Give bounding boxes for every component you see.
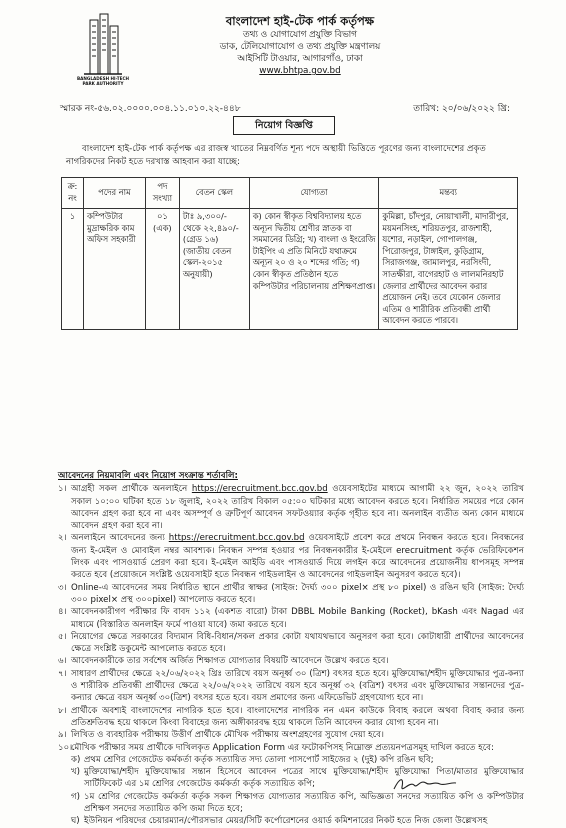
bhtpa-logo [80,12,124,84]
website-link[interactable]: www.bhtpa.gov.bd [259,66,341,76]
intro-paragraph: বাংলাদেশ হাই-টেক পার্ক কর্তৃপক্ষ এর রাজস্ব খাতের নিম্নবর্ণিত শূন্য পদে অস্থায়ী ভিত্তিতে পূরণের জন্য বাংলাদেশের প্রকৃত নাগরিকদের নিকট হতে দরখাস্ত আহবান করা যাচ্ছে: [66,144,486,167]
logo-caption: BANGLADESH HI-TECH PARK AUTHORITY [76,76,130,86]
table-row [62,209,518,330]
col-post-name: পদের নাম [83,178,145,209]
letterhead [170,14,430,77]
col-pay-scale: বেতন স্কেল [179,178,249,209]
list-item: ৯। লিখিত ও ব্যবহারিক পরীক্ষায় উত্তীর্ণ প্রার্থীকে মৌখিক পরীক্ষায় অংশগ্রহণের সুযোগ দেয়া হবে। [58,730,384,741]
page-title: নিয়োগ বিজ্ঞপ্তি [233,116,335,135]
logo-tower-icon [80,12,124,78]
list-item: ৪। আবেদনকারীগণ পরীক্ষার ফি বাবদ ১১২ (একশত বারো) টাকা DBBL Mobile Banking (Rocket), bKash এবং Nagad এর মাধ্যমে (বিস্তারিত অনলাইন ফর্মে পাওয়া যাবে) জমা করতে হবে। [58,607,524,630]
col-remarks: মন্তব্য [379,178,518,209]
list-item: ১০। মৌখিক পরীক্ষার সময় প্রার্থীকে দাখিলকৃত Application Form এর ফটোকপিসহ নিম্নোক্ত প্রত্যয়নপত্রসমূহ দাখিল করতে হবে: [58,742,494,753]
cell-qualification: ক) কোন স্বীকৃত বিশ্ববিদ্যালয় হতে অন্যূন দ্বিতীয় শ্রেণীর স্নাতক বা সমমানের ডিগ্রি; খ) বাংলা ও ইংরেজি টাইপিং এ প্রতি মিনিটে যথাক্রমে অন্যূন ২০ ও ২০ শব্দের গতি; গ) কোন স্বীকৃত প্রতিষ্ঠান হতে কম্পিউটার পরিচালনায় প্রশিক্ষণপ্রাপ্ত। [249,209,379,330]
organization-name: বাংলাদেশ হাই-টেক পার্ক কর্তৃপক্ষ [225,14,375,28]
table-header-row [62,178,518,209]
sub-list-item: ক) প্রথম শ্রেণির গেজেটেড কর্মকর্তা কর্তৃক সত্যায়িত সদ্য তোলা পাসপোর্ট সাইজের ২ (দুই) কপি রঙিন ছবি; [71,754,434,765]
list-item: ৫। নিয়োগের ক্ষেত্রে সরকারের বিদ্যমান বিধি-বিধান/সকল প্রকার কোটা যথাযথভাবে অনুসরণ করা হবে। কোটাধারী প্রার্থীদের আবেদনের ক্ষেত্রে সংশ্লিষ্ট ডকুমেন্ট আপলোড করতে হবে। [58,631,524,655]
erecruitment-link[interactable]: https://erecruitment.bcc.gov.bd [191,484,328,495]
col-serial: ক্র: নং [62,178,84,209]
division-name: তথ্য ও যোগাযোগ প্রযুক্তি বিভাগ [243,30,357,40]
memo-number: স্মারক নং-৫৬.০২.০০০০.০০৪.১১.০১০.২২-৪৪৮ [60,104,241,114]
col-post-count: পদ সংখ্যা [145,178,179,209]
sub-list-item: খ) মুক্তিযোদ্ধা/শহীদ মুক্তিযোদ্ধার সন্তান হিসেবে আবেদন পত্রের সাথে মুক্তিযোদ্ধা/শহীদ মুক্তিযোদ্ধা পিতা/মাতার মুক্তিযোদ্ধার সার্টিফিকেট এর ১ম শ্রেণির গেজেটেড কর্মকর্তা কর্তৃক সত্যায়িত কপি; [71,767,524,790]
sub-list-item: ঘ) ইউনিয়ন পরিষদের চেয়ারম্যান/পৌরসভার মেয়র/সিটি কর্পোরেশনের ওয়ার্ড কমিশনারের নিকট হতে নিজ জেলা উল্লেখসহ [71,816,488,827]
col-qualification: যোগ্যতা [249,178,379,209]
cell-pay-scale: টাঃ ৯,৩০০/- থেকে ২২,৪৯০/- (গ্রেড ১৬) (জাতীয় বেতন স্কেল-২০১৫ অনুযায়ী) [179,209,249,330]
list-item: ৬। আবেদনকারীকে তার সর্বশেষ অর্জিত শিক্ষাগত যোগ্যতার বিষয়টি আবেদনে উল্লেখ করতে হবে। [58,656,389,667]
ministry-name: ডাক, টেলিযোগাযোগ ও তথ্য প্রযুক্তি মন্ত্রণালয় [219,42,381,52]
cell-post-name: কম্পিউটার মুদ্রাক্ষরিক কাম অফিস সহকারী [83,209,145,330]
list-item: ৩। Online-এ আবেদনের সময় নির্ধারিত স্থানে প্রার্থীর স্বাক্ষর (সাইজ: দৈর্ঘ্য ৩০০ pixel× প্রস্থ ৮০ pixel) ও রঙিন ছবি (সাইজ: দৈর্ঘ্য ৩০০ pixel× প্রস্থ ৩০০pixel) আপলোড করতে হবে। [58,582,524,605]
list-item: ১। আগ্রহী সকল প্রার্থীকে অনলাইনে https://erecruitment.bcc.gov.bd ওয়েবসাইটের মাধ্যমে আগামী ২২ জুন, ২০২২ তারিখ সকাল ১০:০০ ঘটিকা হতে ১৮ জুলাই, ২০২২ তারিখ বিকাল ০৫:০০ ঘটিকার মধ্যে আবেদন করতে হবে। নির্ধারিত সময়ের পরে কোন আবেদন গ্রহণ করা হবে না এবং অসম্পূর্ণ ও ত্রুটিপূর্ণ আবেদন সফটওয়্যার কর্তৃক গৃহীত হবে না। অনলাইন ব্যতীত অন্য কোন মাধ্যমে আবেদন গ্রহণ করা হবে না। [58,484,524,532]
cell-remarks: কুমিল্লা, চাঁদপুর, নোয়াখালী, মাদারীপুর, ময়মনসিংহ, শরিয়তপুর, রাজশাহী, যশোর, নড়াইল, গোপালগঞ্জ, পিরোজপুর, টাঙ্গাইল, কুড়িগ্রাম, সিরাজগঞ্জ, জামালপুর, নরসিংদী, সাতক্ষীরা, বাগেরহাট ও লালমনিরহাট জেলার প্রার্থীদের আবেদন করার প্রয়োজন নেই। তবে যেকোন জেলার এতিম ও শারীরিক প্রতিবন্ধী প্রার্থী আবেদন করতে পারবে। [379,209,518,330]
terms-heading: আবেদনের নিয়মাবলি এবং নিয়োগ সংক্রান্ত শর্তাবলি: [58,471,238,481]
erecruitment-link[interactable]: https://erecruitment.bcc.gov.bd [168,533,305,544]
sub-list-item: গ) ১ম শ্রেণির গেজেটেড কর্মকর্তা কর্তৃক সকল শিক্ষাগত যোগ্যতার সত্যায়িত কপি, অভিজ্ঞতা সনদের সত্যায়িত কপি ও কম্পিউটার প্রশিক্ষণ সনদের সত্যায়িত কপি জমা দিতে হবে; [71,791,524,815]
memo-date: তারিখ: ২০/০৬/২০২২ খ্রি: [413,104,510,114]
list-item: ৮। প্রার্থীকে অবশ্যই বাংলাদেশের নাগরিক হতে হবে। বাংলাদেশের নাগরিক নন এমন কাউকে বিবাহ করলে অথবা বিবাহ করার জন্য প্রতিশ্রুতিবদ্ধ হয়ে থাকলে কিংবা বিবাহের জন্য অঙ্গীকারবদ্ধ হয়ে থাকলে তিনি আবেদন করার যোগ্য হবেন না। [58,705,524,728]
cell-post-count: ০১ (এক) [145,209,179,330]
signature [390,773,460,795]
vacancy-table [61,177,518,330]
list-item: ২। অনলাইনে আবেদনের জন্য https://erecruitment.bcc.gov.bd ওয়েবসাইটে প্রবেশ করে প্রথমে নিবন্ধন করতে হবে। নিবন্ধনের জন্য ই-মেইল ও মোবাইল নম্বর আবশ্যক। নিবন্ধন সম্পন্ন হওয়ার পর নিবন্ধনকারীর ই-মেইলে erecruitment কর্তৃক ভেরিফিকেশন লিংক এবং পাসওয়ার্ড প্রেরণ করা হবে। ই-মেইল আইডি এবং পাসওয়ার্ড দিয়ে লগইন করে আবেদনের প্রয়োজনীয় ধাপসমূহ সম্পন্ন করতে হবে (প্রয়োজনে সংশ্লিষ্ট ওয়েবসাইট হতে নিবন্ধন গাইডলাইন ও আবেদনের গাইডলাইন অনুসরণ করতে হবে)। [58,533,524,581]
list-item: ৭। সাধারণ প্রার্থীদের ক্ষেত্রে ২২/০৬/২০২২ খ্রিঃ তারিখে বয়স অনূর্ধ্ব ৩০ (ত্রিশ) বৎসর হতে হবে। মুক্তিযোদ্ধা/শহীদ মুক্তিযোদ্ধার পুত্র-কন্যা ও শারীরিক প্রতিবন্ধী প্রার্থীদের ক্ষেত্রে ২২/০৬/২০২২ তারিখে বয়স হবে অনূর্ধ্ব ৩২ (বত্রিশ) বৎসর এবং মুক্তিযোদ্ধার সন্তানদের পুত্র-কন্যার ক্ষেত্রে বয়স অনূর্ধ্ব ৩০(ত্রিশ) বৎসর হতে হবে। বয়স প্রমাণের জন্য এফিডেভিট গ্রহণযোগ্য হবে না। [58,668,524,704]
cell-serial: ১ [62,209,84,330]
address: আইসিটি টাওয়ার, আগারগাঁও, ঢাকা [237,54,363,64]
